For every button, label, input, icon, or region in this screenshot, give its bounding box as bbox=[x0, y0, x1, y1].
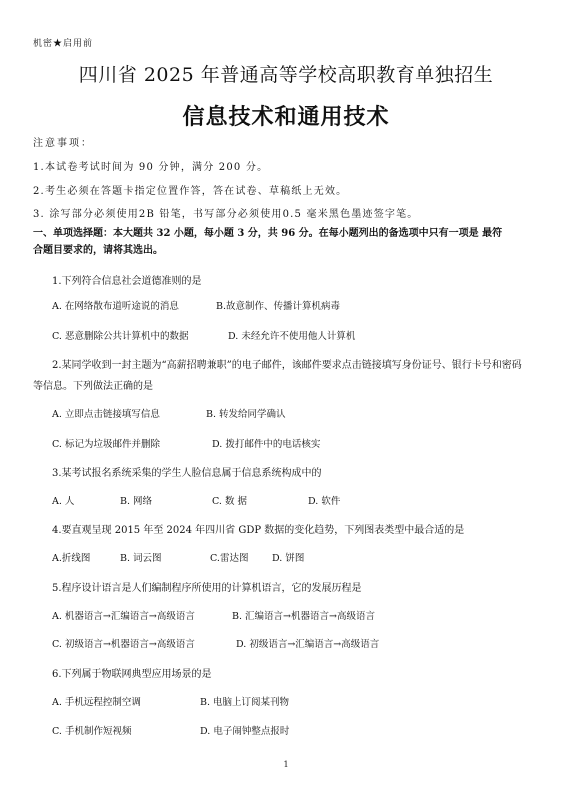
option-a: A. 在网络散布道听途说的消息 bbox=[52, 301, 179, 312]
option-d: D. 拨打邮件中的电话核实 bbox=[212, 439, 321, 450]
section-heading bbox=[33, 225, 543, 259]
question-stem: 4.要直观呈现 2015 年至 2024 年四川省 GDP 数据的变化趋势，下列图表类型中最合适的是 bbox=[52, 525, 465, 536]
exam-title: 四川省 2025 年普通高等学校高职教育单独招生 bbox=[78, 64, 494, 86]
note-item: 2.考生必须在答题卡指定位置作答，答在试卷、草稿纸上无效。 bbox=[33, 186, 348, 197]
option-a: A. 手机远程控制空调 bbox=[52, 697, 141, 708]
option-d: D. 软件 bbox=[308, 496, 341, 507]
option-b: B. 电脑上订阅某刊物 bbox=[200, 697, 290, 708]
option-c: C. 恶意删除公共计算机中的数据 bbox=[52, 331, 189, 342]
option-b: B. 汇编语言→机器语言→高级语言 bbox=[232, 611, 375, 622]
note-item: 1.本试卷考试时间为 90 分钟，满分 200 分。 bbox=[33, 162, 269, 173]
option-c: C. 初级语言→机器语言→高级语言 bbox=[52, 639, 195, 650]
question-stem: 1.下列符合信息社会道德准则的是 bbox=[52, 276, 202, 287]
option-d: D. 初级语言→汇编语言→高级语言 bbox=[236, 639, 380, 650]
option-a: A. 立即点击链接填写信息 bbox=[52, 409, 160, 420]
section-heading-line: 合题目要求的，请将其选出。 bbox=[33, 245, 163, 256]
option-c: C. 数 据 bbox=[212, 496, 247, 507]
page-number: 1 bbox=[283, 760, 289, 769]
option-c: C. 手机制作短视频 bbox=[52, 726, 132, 737]
notes-label: 注意事项： bbox=[33, 138, 93, 149]
option-b: B. 网络 bbox=[120, 496, 153, 507]
option-a: A. 人 bbox=[52, 496, 75, 507]
subject-title: 信息技术和通用技术 bbox=[182, 104, 390, 130]
question-stem: 3.某考试报名系统采集的学生人脸信息属于信息系统构成中的 bbox=[52, 468, 322, 479]
option-c: C. 标记为垃圾邮件并删除 bbox=[52, 439, 160, 450]
option-b: B. 转发给同学确认 bbox=[206, 409, 286, 420]
note-item: 3. 涂写部分必须使用2B 铅笔，书写部分必须使用0.5 毫米黑色墨迹签字笔。 bbox=[33, 209, 419, 220]
confidential-mark: 机密★启用前 bbox=[33, 39, 94, 49]
question-stem: 6.下列属于物联网典型应用场景的是 bbox=[52, 669, 212, 680]
option-d: D. 饼图 bbox=[272, 553, 305, 564]
section-heading-line: 一、单项选择题：本大题共 32 小题，每小题 3 分，共 96 分。在每小题列出的备选项中只有一项是 最符 bbox=[33, 228, 503, 239]
option-a: A. 机器语言→汇编语言→高级语言 bbox=[52, 611, 195, 622]
question-stem-continued: 等信息。下列做法正确的是 bbox=[33, 381, 153, 392]
option-d: D. 电子闹钟整点报时 bbox=[200, 726, 290, 737]
question-stem: 2.某同学收到一封主题为“高薪招聘兼职”的电子邮件，该邮件要求点击链接填写身份证号、银行卡号和密码 bbox=[52, 360, 522, 371]
option-d: D. 未经允许不使用他人计算机 bbox=[228, 331, 356, 342]
option-b: B. 词云图 bbox=[120, 553, 162, 564]
option-c: C.雷达图 bbox=[210, 553, 249, 564]
option-a: A.折线图 bbox=[52, 553, 91, 564]
option-b: B.故意制作、传播计算机病毒 bbox=[216, 301, 341, 312]
question-stem: 5.程序设计语言是人们编制程序所使用的计算机语言，它的发展历程是 bbox=[52, 583, 362, 594]
